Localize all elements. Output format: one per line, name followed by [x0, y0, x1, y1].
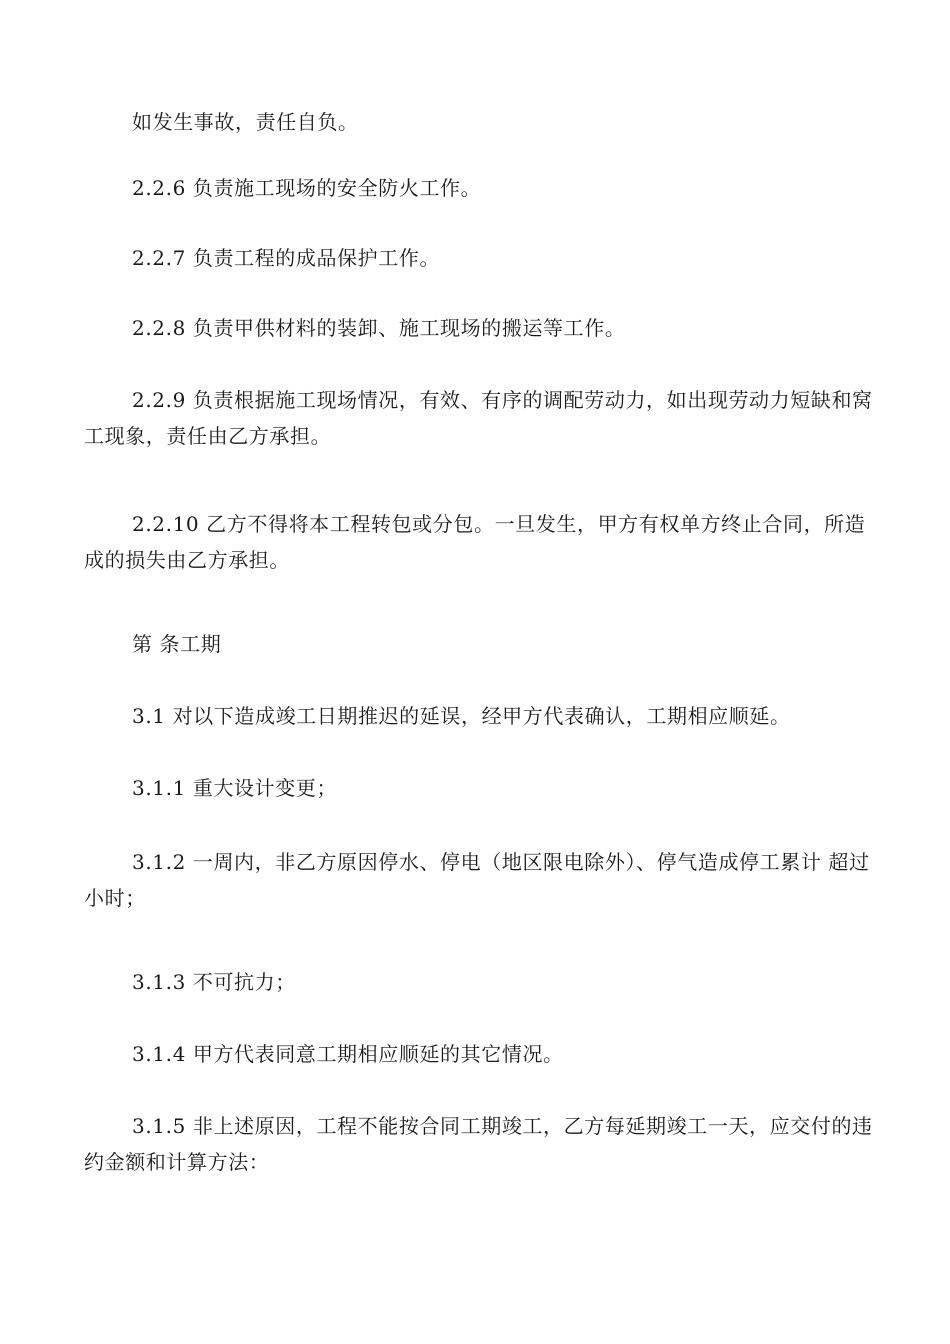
paragraph-3-1: 3.1 对以下造成竣工日期推迟的延误，经甲方代表确认，工期相应顺延。	[132, 704, 791, 728]
paragraph-2-2-6: 2.2.6 负责施工现场的安全防火工作。	[132, 176, 482, 200]
section-heading-schedule: 第 条工期	[132, 632, 222, 656]
paragraph-3-1-1: 3.1.1 重大设计变更；	[132, 776, 338, 800]
paragraph-2-2-9: 2.2.9 负责根据施工现场情况，有效、有序的调配劳动力，如出现劳动力短缺和窝工现象，责任由乙方承担。	[84, 388, 873, 448]
paragraph-2-2-7: 2.2.7 负责工程的成品保护工作。	[132, 246, 441, 270]
paragraph-2-2-8: 2.2.8 负责甲供材料的装卸、施工现场的搬运等工作。	[132, 316, 626, 340]
paragraph-2-2-10: 2.2.10 乙方不得将本工程转包或分包。一旦发生，甲方有权单方终止合同，所造成的损失由乙方承担。	[84, 512, 866, 572]
paragraph-3-1-3: 3.1.3 不可抗力；	[132, 970, 296, 994]
paragraph-accident-liability: 如发生事故，责任自负。	[132, 110, 359, 134]
paragraph-3-1-4: 3.1.4 甲方代表同意工期相应顺延的其它情况。	[132, 1042, 564, 1066]
paragraph-3-1-5: 3.1.5 非上述原因，工程不能按合同工期竣工，乙方每延期竣工一天，应交付的违约金额和计算方法：	[84, 1114, 873, 1174]
paragraph-3-1-2: 3.1.2 一周内，非乙方原因停水、停电（地区限电除外）、停气造成停工累计 超过 小时；	[84, 850, 870, 910]
